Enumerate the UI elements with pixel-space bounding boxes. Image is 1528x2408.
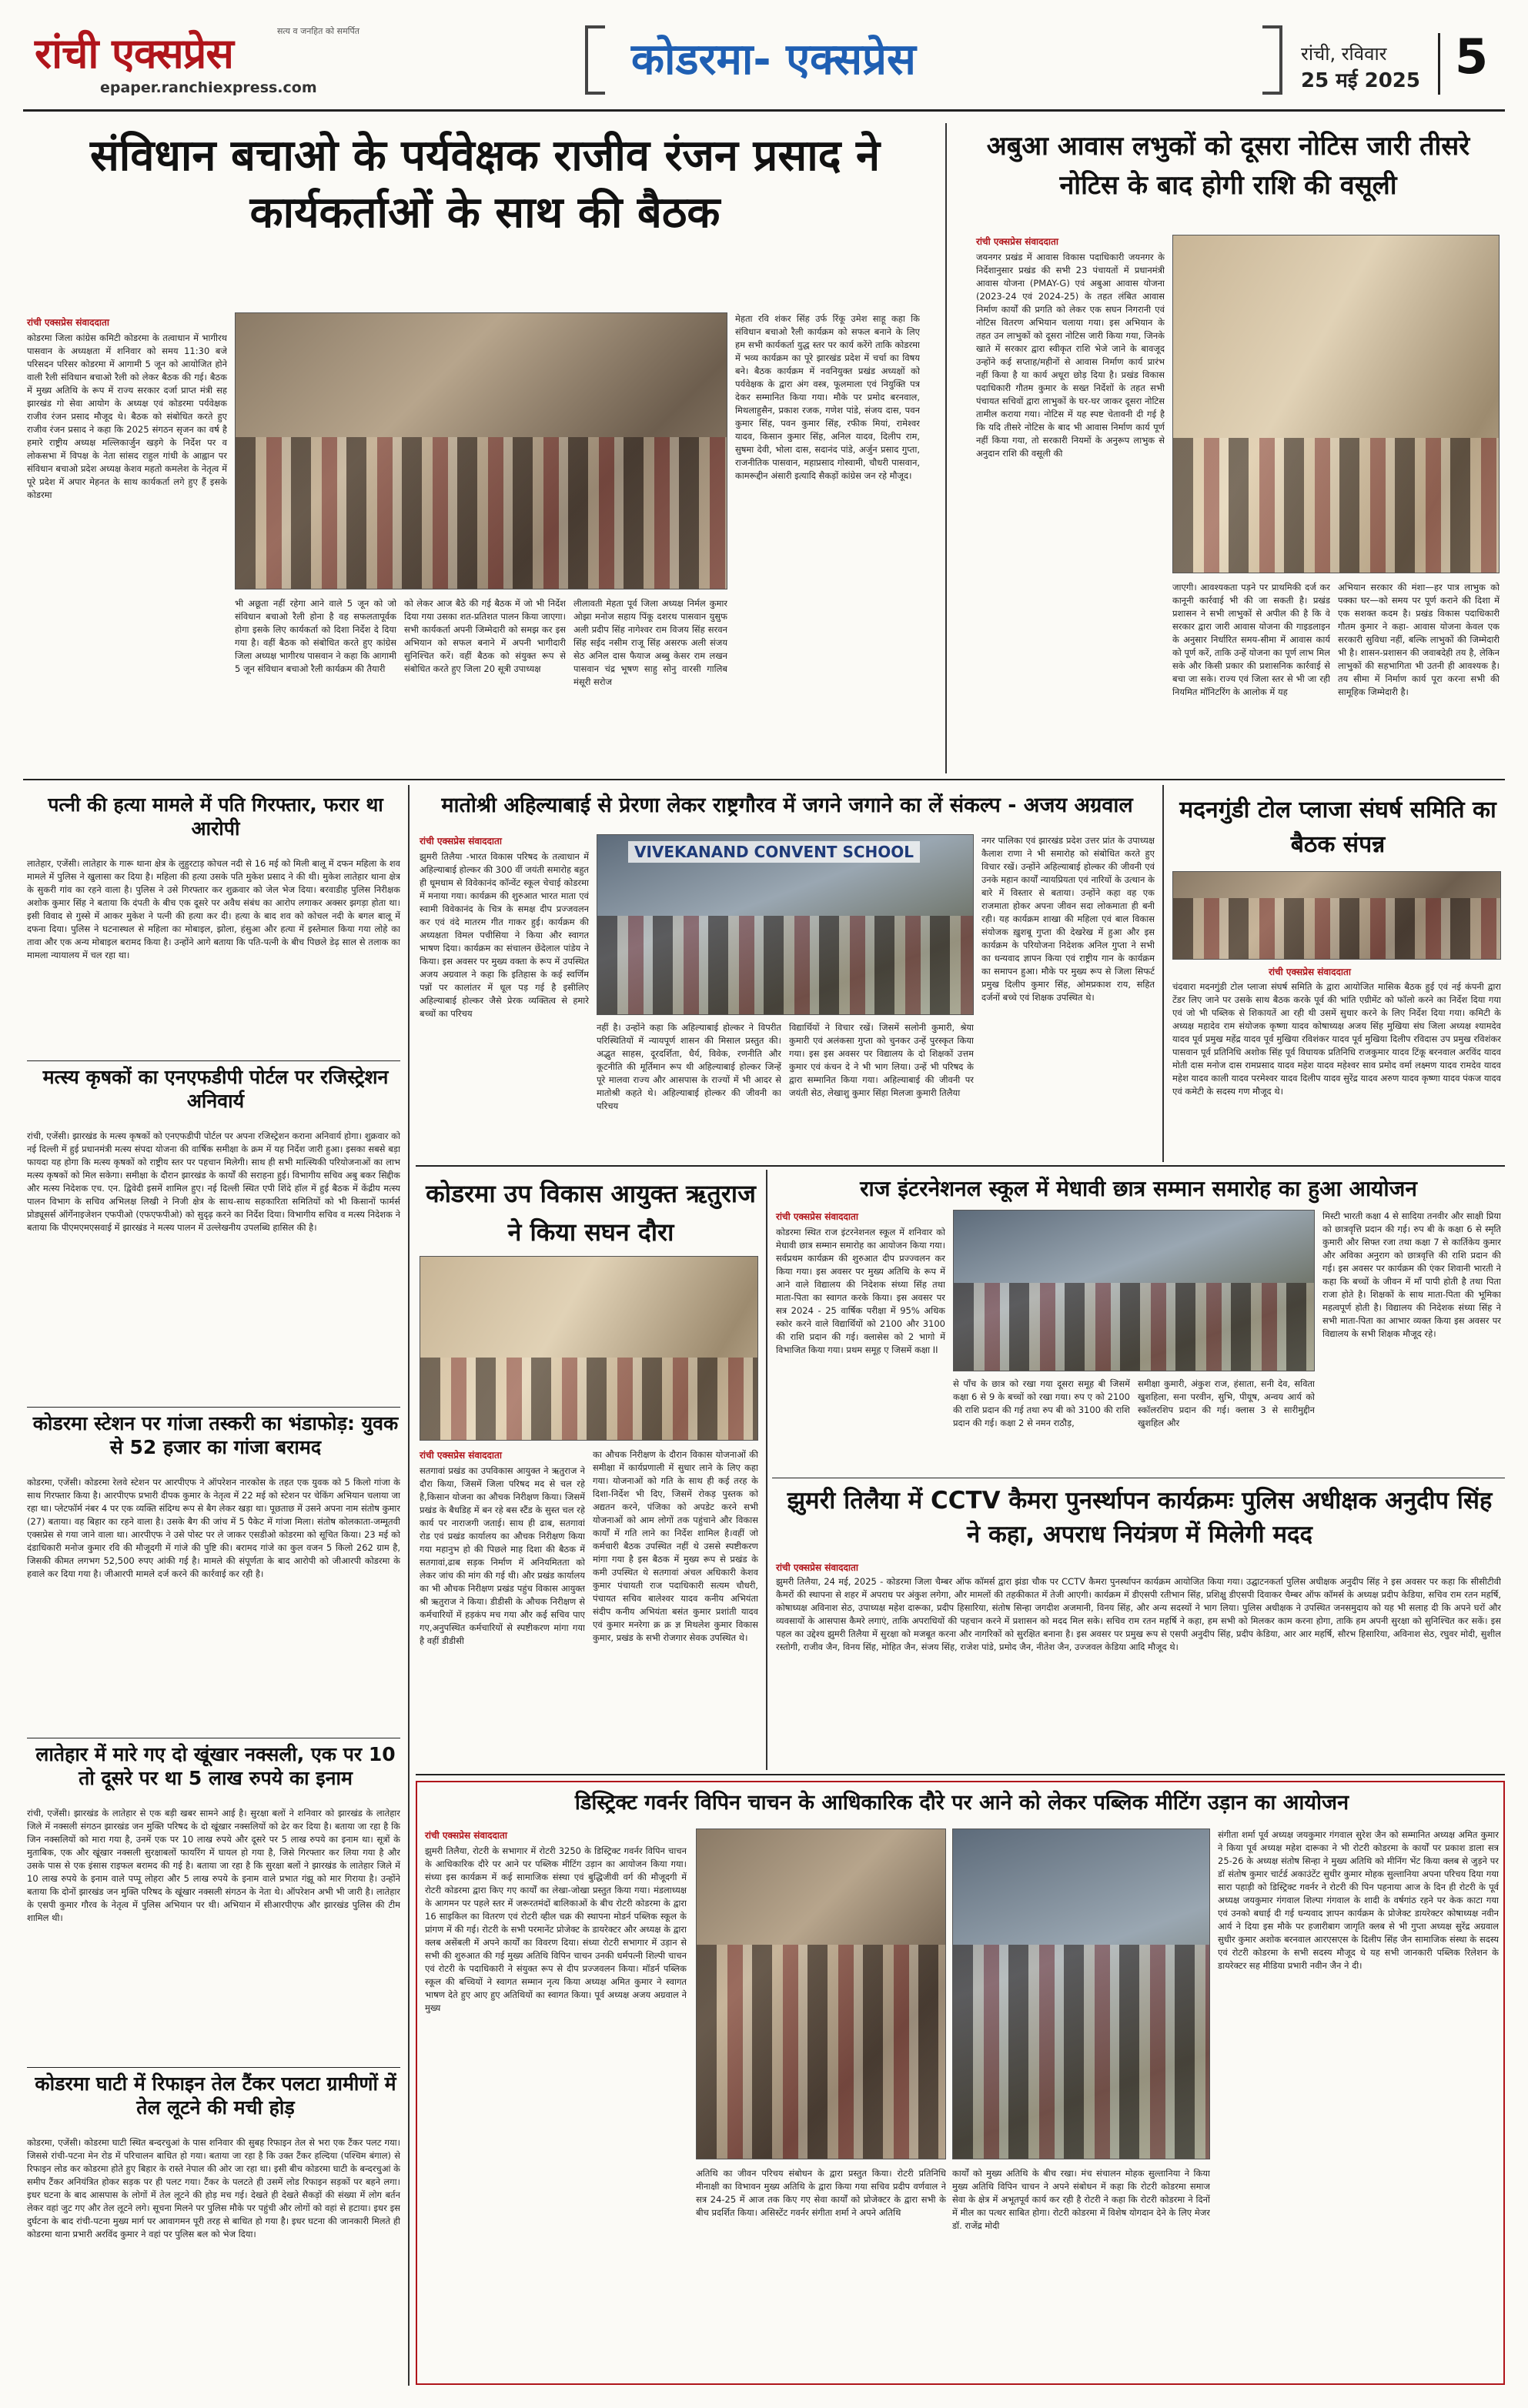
school-headline: राज इंटरनेशनल स्कूल में मेधावी छात्र सम्मान समारोह का हुआ आयोजन	[860, 1176, 1417, 1201]
toll-text: चंदवारा मदनगुंडी टोल प्लाजा संघर्ष समिति के द्वारा आयोजित मासिक बैठक हुई एवं नई कंपनी द्वारा टेंडर लिए जाने पर उसके साथ बैठक करके पूर्व की भांति एग्रीमेंट को फॉलो करने का निर्देश दिया गया एवं जो भी पब्लिक से शिकायतें आ रही थी उसमें सुधार करने के लिए निर्देश दिया गया। कमिटी के अध्यक्ष महादेव राम संयोजक कृष्णा यादव कोषाध्यक्ष अजय सिंह मुखिया संघ जिला अध्यक्ष श्यामदेव यादव पूर्व प्रमुख महेंद्र यादव पूर्व मुखिया रविशंकर यादव पूर्व मुखिया दिलीप रविदास उप प्रमुख रविशंकर पासवान पूर्व प्रतिनिधि अशोक सिंह पूर्व विधायक प्रतिनिधि राजकुमार यादव टिंकू बरनवाल अरविंद यादव मोती दास मनोज दास रामप्रसाद यादव महेश यादव महेश्वर साव प्रमोद वर्मा लक्ष्मण यादव रामदेव यादव महेश यादव काली यादव परमेश्वर यादव दिलीप यादव सुरेंद्र यादव अरुण यादव कृष्णा यादव पंकज यादव एवं कमेटी के सदस्य गण मौजूद थे।	[1172, 981, 1501, 1097]
toll-byline: रांची एक्सप्रेस संवाददाता	[1269, 967, 1351, 977]
ahilyabai-photo	[597, 834, 974, 1015]
ahilyabai-text-3: विद्यार्थियों ने विचार रखें। जिसमें सलोनी कुमारी, श्रेया कुमारी एवं अलंकसा गुप्ता को चुनकर उन्हें पुरस्कृत किया गया। इस इस अवसर पर विद्यालय के दो शिक्षकों उत्तम कुमार एवं कंचन दे ने भी भाग लिया। उन्हें भी परिषद के द्वारा सम्मानित किया गया। अहिल्याबाई की जीवनी पर जयंती सेठ, लेखाशु कुमार सिंहा मिलजा कुमारी तिलैया	[789, 1022, 974, 1099]
lead-text-2: भी अछूता नहीं रहेगा आने वाले 5 जून को जो संविधान बचाओ रैली होना है वह सफलतापूर्वक होगा इसके लिए कार्यकर्ता को दिशा निर्देश दे दिया गया है। वहीं बैठक को संबोधित करते हुए कांग्रेस जिला अध्यक्ष भागीरथ पासवान ने कहा कि आगामी 5 जून संविधान बचाओ रैली कार्यक्रम की तैयारी	[235, 598, 396, 675]
rotary-text-2: अतिथि का जीवन परिचय संबोधन के द्वारा प्रस्तुत किया। रोटरी प्रतिनिधि मीनाक्षी का विभावन मुख्य अतिथि के द्वारा किया गया सचिव प्रदीप वर्णवाल ने सत्र 24-25 में आज तक किए गए सेवा कार्यों को प्रोजेक्टर के द्वारा सभी के बीच प्रदर्शित किया। असिस्टेंट गवर्नर संगीता शर्मा ने अपने अतिथि	[696, 2168, 946, 2219]
brief-2-headline: मत्स्य कृषकों का एनएफडीपी पोर्टल पर रजिस्ट्रेशन अनिवार्य	[42, 1066, 389, 1113]
cctv-story	[772, 1482, 1505, 1770]
toll-photo-people	[1173, 898, 1500, 959]
ddc-text-1: सतगावां प्रखंड का उपविकास आयुक्त ने ऋतुराज ने दौरा किया, जिसमें जिला परिषद मद से चल रहे है,किसान योजना का औचक निरीक्षण किया। जिसमें प्रखंड के बैधडिह में बन रहे बस स्टैंड के सुस्त चल रहे कार्य पर नाराजगी जताई। साथ ही ढाब, सतगावां रोड एवं प्रखंड कार्यालय का औचक निरीक्षण किया गया महानुभ हो की पिछले माह दिशा की बैठक में सतगावां,ढाब सड़क निर्माण में अनियमितता को लेकर जांच की मांग की गई थी। और प्रखंड कार्यालय का भी औचक निरीक्षण प्रखंड पहुंच विकास आयुक्त श्री ऋतुराज ने किया। डीडीसी के औचक निरीक्षण से कर्मचारियों में हड़कंप मच गया और कई सचिव पाए गए,अनुपस्थित कर्मचारियों से स्पष्टीकरण मांगा गया है वहीं डीडीसी	[420, 1465, 585, 1647]
lead-story	[23, 122, 939, 776]
rotary-photo-2	[952, 1829, 1210, 2159]
school-text-4: मिस्टी भारती कक्षा 4 से सादिया तनवीर और साक्षी प्रिया को छात्रवृत्ति प्रदान की गई। रुप बी के कक्षा 6 से स्मृति कुमारी और सिफ्त रजा तथा कक्षा 7 से कार्तिकेय कुमार और अविका अनुराग को छात्रवृत्ति की राशि प्रदान की गई। इस अवसर पर कार्यक्रम की एंकर शिवानी भारती ने कहा कि बच्चों के जीवन में माँ पापी होती है तथा पिता राजा होते है। शिक्षकों के साथ माता-पिता की भूमिका महत्वपूर्ण होती है। विद्यालय की निदेशक संध्या सिंह ने सभी माता-पिता का आभार व्यक्त किया इस अवसर पर विद्यालय के सभी शिक्षक मौजूद रहे।	[1322, 1211, 1501, 1340]
awas-headline: अबुआ आवास लभुकों को दूसरा नोटिस जारी तीसरे नोटिस के बाद होगी राशि की वसूली	[986, 131, 1470, 201]
lead-text-4: लीलावती मेहता पूर्व जिला अध्यक्ष निर्मल कुमार ओझा मनोज सहाय पिंकू दशरथ पासवान युसुफ अली प्रदीप सिंह नागेश्वर राम विजय सिंह सरवन सिंह सईद नसीम राजू सिंह असरफ अली संजय सेठ अनिल दास फैयाज अब्बु केसर राम लखन पासवान चंद्र भूषण साहु सोनु वारसी गालिब मंसूरी सरोज	[573, 598, 727, 688]
ddc-byline: रांची एक्सप्रेस संवाददाता	[420, 1450, 502, 1461]
rule-top-section	[23, 779, 1505, 780]
rotary-text-4: संगीता शर्मा पूर्व अध्यक्ष जयकुमार गंगवाल सुरेश जैन को सम्मानित अध्यक्ष अमित कुमार ने किया पूर्व अध्यक्ष महेश दारूका ने भी रोटरी कोडरमा के कार्यों पर प्रकाश डाला सत्र 25-26 के अध्यक्ष संतोष सिन्हा ने मुख्य अतिथि को मीनिंग भेंट किया क्लब से जुड़ने पर डॉ संतोष कुमार चार्टर्ड अकाउंटेंट सुधीर कुमार मोहक सुल्तानिया अपना परिचय दिया गया सारा पहाड़ी को डिस्ट्रिक्ट गवर्नर ने रोटरी की पिन पहनाया आज के दिन ही रोटरी के पूर्व अध्यक्ष जयकुमार गंगवाल शिल्पा गंगवाल के शादी के वर्षगांठ रहने पर केक काटा गया एवं उनको बधाई दी गई धन्यवाद ज्ञापन कार्यक्रम के प्रोजेक्ट डायरेक्टर कोषाध्यक्ष नवीन आर्य ने दिया इस मौके पर हजारीबाग जागृति क्लब से भी गुप्ता अध्यक्ष सुरेंद्र अग्रवाल सुधीर कुमार अशोक बरनवाल आरएसएस के दिलीप सिंह जैन सामाजिक संस्था के सदस्य एवं रोटरी कोडरमा के सभी सदस्य मौजूद थे यह सभी जानकारी पब्लिक रिलेशन के डायरेक्टर सह मीडिया प्रभारी नवीन जैन ने दी।	[1218, 1829, 1499, 1972]
brief-3-text: कोडरमा, एजेंसी। कोडरमा रेलवे स्टेशन पर आरपीएफ ने ऑपरेशन नारकोस के तहत एक युवक को 5 किलो गांजा के साथ गिरफ्तार किया है। आरपीएफ प्रभारी दीपक कुमार के नेतृत्व में 22 मई को स्टेशन पर चेकिंग अभियान चलाया जा रहा था। प्लेटफॉर्म नंबर 4 पर एक व्यक्ति संदिग्ध रूप से बैग लेकर खड़ा था। पूछताछ में उसने अपना नाम संतोष कुमार (27) बताया। वह बिहार का रहने वाला है। उसके बैग की जांच में 5 पैकेट में गांजा मिला। संतोष कोलकाता-जम्मूतवी एक्सप्रेस से गया जाने वाला था। आरपीएफ ने उसे पोस्ट पर ले जाकर एसडीओ कोडरमा को सूचित किया। 23 मई को दंडाधिकारी मनोज कुमार रवि की मौजूदगी में गांजे की पुष्टि की। बरामद गांजे का कुल वजन 5 किलो 262 ग्राम है, जिसकी कीमत लगभग 52,500 रुपए आंकी गई है। मामले की संपूर्णता के बाद आरोपी को जीआरपी कोडरमा के हवाले कर दिया गया है। जीआरपी मामले दर्ज करने की कार्रवाई कर रही है।	[27, 1477, 400, 1580]
masthead	[23, 19, 1505, 108]
lead-text-1: कोडरमा जिला कांग्रेस कमिटी कोडरमा के तत्वाधान में भागीरथ पासवान के अध्यक्षता में शनिवार को समय 11:30 बजे परिसदन परिसर कोडरमा में आगामी 5 जून को आयोजित होने वाली रैली संविधान बचाओ रैली को लेकर बैठक की गई। बैठक में मुख्य अतिथि के रूप में राज्य सरकार दर्जा प्राप्त मंत्री सह झारखंड गो सेवा आयोग के अध्यक्ष एवं कोडरमा पर्यवेक्षक राजीव रंजन प्रसाद मौजूद थे। बैठक को संबोधित करते हुए राजीव रंजन प्रसाद ने कहा कि 2025 संगठन सृजन का वर्ष है हमारे राष्ट्रीय अध्यक्ष मल्लिकार्जुन खड़गे के निर्देश पर व लोकसभा में विपक्ष के नेता सांसद राहुल गांधी के आह्वान पर संविधान बचाओ प्रदेश अध्यक्ष केशव महतो कमलेश के नेतृत्व में पूरे प्रदेश में अपार मेहनत के साथ कार्यकर्ता लगे हुए हैं इसके कोडरमा	[27, 332, 227, 501]
ahilyabai-text-1: झुमरी तिलैया -भारत विकास परिषद के तत्वाधान में अहिल्याबाई होल्कर की 300 वीं जयंती समारोह बहुत ही धूमधाम से विवेकानंद कॉन्वेंट स्कूल चेचाई कोडरमा में मनाया गया। कार्यक्रम की शुरुआत भारत माता एवं स्वामी विवेकानंद के चित्र के समक्ष दीप प्रज्जवलन कर एवं वंदे मातरम गीत गाकर हुई। कार्यक्रम की अध्यक्षता विमल पचीसिया ने किया और स्वागत भाषण दिया। कार्यक्रम का संचालन छेंदेलाल पांडेय ने किया। इस अवसर पर मुख्य वक्ता के रूप में उपस्थित अजय अग्रवाल ने कहा कि इतिहास के कई स्वर्णिम पन्नों पर कालांतर में धूल पड़ गई है इसीलिए अहिल्याबाई होल्कर जैसे प्रेरक व्यक्तित्व से हमारे बच्चों का परिचय	[420, 851, 589, 1020]
brief-2-rule	[27, 1407, 400, 1408]
ahilyabai-story	[416, 787, 1159, 1164]
school-story	[772, 1171, 1505, 1475]
school-photo-people	[954, 1283, 1314, 1371]
rule-bottom-section	[416, 1774, 1505, 1775]
lead-photo-people	[236, 437, 727, 589]
section-bracket-right	[1262, 25, 1282, 95]
masthead-logo: रांची एक्सप्रेस	[35, 28, 233, 78]
rule-left-column	[408, 785, 410, 2386]
ddc-story	[416, 1171, 762, 1772]
rotary-photo-1-people	[697, 1945, 945, 2159]
lead-col-1	[27, 316, 227, 770]
page-number: 5	[1455, 28, 1489, 85]
school-text-2: से पाँच के छात्र को रखा गया दूसरा समूह बी जिसमें कक्षा 6 से 9 के बच्चों को रखा गया। रुप ए को 2100 की राशि प्रदान की गई तथा रुप बी को 3100 की राशि प्रदान की गई। कक्षा 2 से नमन राठौड़,	[953, 1378, 1130, 1429]
rule-ahilyabai-toll	[1162, 785, 1164, 1162]
ddc-photo	[420, 1256, 758, 1441]
brief-4-text: रांची, एजेंसी। झारखंड के लातेहार से एक बड़ी खबर सामने आई है। सुरक्षा बलों ने शनिवार को झारखंड के लातेहार जिले में नक्सली संगठन झारखंड जन मुक्ति परिषद के दो खूंखार नक्सलियों को ढेर कर दिया है। बताया जा रहा है कि जिन नक्सलियों को मारा गया है, उनमें एक पर 10 लाख रुपये और दूसरे पर 5 लाख रुपये का इनाम था। सूत्रों के मुताबिक, एक और खूंखार नक्सली सुरक्षाबलों फायरिंग में घायल हो गया है, जिसे गिरफ्तार कर लिया गया है और उसके पास से एक इंसास राइफल बरामद की गई है। बताया जा रहा है कि सुरक्षा बलों ने झारखंड के लातेहार जिले में 10 लाख रुपये के इनाम वाले पप्पू लोहरा और 5 लाख रुपये के इनाम वाले प्रभात गंझू को मार गिराया है। उन्होंने बताया कि दोनों झारखंड जन मुक्ति परिषद के खूंखार नक्सली संगठन के नेता थे। ऑपरेशन अभी भी जारी है। लातेहार के एसपी कुमार गौरव के नेतृत्व में पुलिस अभियान पर थी। अभियान में सीआरपीएफ और झारखंड पुलिस की टीम शामिल थी।	[27, 1808, 400, 1924]
ddc-col-1	[420, 1448, 585, 1768]
rotary-byline: रांची एक्सप्रेस संवाददाता	[425, 1830, 507, 1841]
awas-story	[953, 127, 1505, 777]
ahilyabai-col-1	[420, 834, 589, 1161]
rotary-photo-2-people	[953, 1945, 1209, 2159]
lead-photo	[235, 312, 727, 589]
school-photo	[953, 1210, 1315, 1371]
lead-headline: संविधान बचाओ के पर्यवेक्षक राजीव रंजन प्रसाद ने कार्यकर्ताओं के साथ की बैठक	[89, 131, 881, 238]
masthead-tagline: सत्य व जनहित को समर्पित	[277, 26, 360, 36]
awas-text-1: जयनगर प्रखंड में आवास विकास पदाधिकारी जयनगर के निर्देशानुसार प्रखंड की सभी 23 पंचायतों में प्रधानमंत्री आवास योजना (PMAY-G) एवं अबुआ आवास योजना (2023-24 एवं 2024-25) के तहत लंबित आवास निर्माण कार्यों की प्रगति को लेकर एक सघन निगरानी एवं नोटिस वितरण अभियान चलाया गया। इस अभियान के तहत उन लाभुकों को दूसरा नोटिस जारी किया गया, जिनके खाते में सरकार द्वारा स्वीकृत राशि भेजे जाने के बावजूद उन्होंने कई सप्ताह/महीनों से आवास निर्माण कार्य प्रारंभ नहीं किया है या कार्य अधूरा छोड़ दिया है। प्रखंड विकास पदाधिकारी गौतम कुमार के सख्त निर्देशों के तहत सभी पंचायत सचिवों द्वारा लाभुकों के घर-घर जाकर दूसरा नोटिस तामील कराया गया। नोटिस में यह स्पष्ट चेतावनी दी गई है कि यदि तीसरे नोटिस के बाद भी आवास निर्माण कार्य पूर्ण नहीं किया गया, तो सरकारी नियमों के अनुरूप लाभुक से अनुदान राशि की वसूली की	[976, 252, 1165, 459]
page-divider	[1438, 33, 1440, 95]
rotary-text-3: कार्यों को मुख्य अतिथि के बीच रखा। मंच संचालन मोहक सुल्तानिया ने किया मुख्य अतिथि विपिन चाचन ने अपने संबोधन में कहा कि रोटरी कोडरमा समाज सेवा के क्षेत्र में अभूतपूर्व कार्य कर रही है रोटरी ने कहा कि रोटरी कोडरमा ने दिनों में मील का पत्थर साबित होगा। रोटरी कोडरमा में विशेष योगदान देने के लिए मेजर डॉ. राजेंद्र मोदी	[952, 2168, 1210, 2232]
brief-5-text: कोडरमा, एजेंसी। कोडरमा घाटी स्थित बन्दरचुआं के पास शनिवार की सुबह रिफाइन तेल से भरा एक टैंकर पलट गया। जिससे रांची-पटना मेन रोड में परिचालन बाधित हो गया। बताया जा रहा है कि उक्त टैंकर हल्दिया (पश्चिम बंगाल) से रिफाइन लोड कर कोडरमा होते हुए बिहार के रास्ते नेपाल की ओर जा रहा था। इसी बीच कोडरमा घाटी के बन्दरचुआं के समीप टैंकर अनियंत्रित होकर सड़क पर ही पलट गया। टैंकर के पलटते ही उसमें लोड रिफाइन सड़कों पर बहने लगा। इधर घटना के बाद आसपास के लोगों में तेल लूटने की होड़ मच गई। देखते ही देखते सैकड़ों की संख्या में लोग बर्तन लेकर वहां जुट गए और तेल लूटने लगे। सूचना मिलने पर पुलिस मौके पर पहुंची और लोगों को वहां से हटाया। इधर इस दुर्घटना के बाद रांची-पटना मुख्य मार्ग पर आवागमन पूरी तरह से बाधित हो गया है। इधर घटना की जानकारी मिलते ही कोडरमा थाना प्रभारी अरविंद कुमार ने वहां पर पुलिस बल को भेज दिया।	[27, 2137, 400, 2240]
ahilyabai-headline: मातोश्री अहिल्याबाई से प्रेरणा लेकर राष्ट्रगौरव में जगने जगाने का लें संकल्प - अजय अग्रवाल	[441, 793, 1133, 817]
rotary-headline: डिस्ट्रिक्ट गवर्नर विपिन चाचन के आधिकारिक दौरे पर आने को लेकर पब्लिक मीटिंग उड़ान का आयोजन	[574, 1791, 1349, 1815]
rule-ddc-school	[766, 1170, 767, 1770]
awas-text-3: अभियान सरकार की मंशा—हर पात्र लाभुक को पक्का घर—को समय पर पूर्ण कराने की दिशा में एक सशक्त कदम है। प्रखंड विकास पदाधिकारी गौतम कुमार ने कहा- आवास योजना केवल एक सरकारी सुविधा नहीं, बल्कि लाभुकों की जिम्मेदारी भी है। शासन-प्रशासन की जवाबदेही तय है, लेकिन लाभुकों की सहभागिता भी उतनी ही आवश्यक है। तय सीमा में निर्माण कार्य पूरा करना सभी की सामूहिक जिम्मेदारी है।	[1338, 582, 1500, 698]
ddc-photo-people	[420, 1358, 757, 1440]
lead-text-5-column: मेहता रवि शंकर सिंह उर्फ रिंकू उमेश साहू कहा कि संविधान बचाओ रैली कार्यक्रम को सफल बनाने के लिए हम सभी कार्यकर्ता युद्ध स्तर पर कार्य करेंगे ताकि कोडरमा में भव्य कार्यक्रम का पूरे झारखंड प्रदेश में चर्चा का विषय बने। बैठक कार्यक्रम में नवनियुक्त प्रखंड अध्यक्षों को पर्यवेक्षक के द्वारा अंग वस्त्र, फूलमाला एवं नियुक्ति पत्र देकर सम्मानित किया गया। मौके पर प्रमोद बरनवाल, मिथलाहुसैन, प्रकाश रजक, गणेश पांडे, संजय दास, पवन कुमार सिंह, पवन कुमार सिंह, रफीक मियां, रामेश्वर यादव, किसान कुमार सिंह, अनिल यादव, दिलीप राम, सुषमा देवी, भोला दास, सदानंद पांडे, अर्जुन प्रसाद गुप्ता, राजनीतिक पासवान, महाप्रसाद गोस्वामी, चौधरी पासवान, कामरूद्दीन अंसारी इत्यादि सैकड़ों कांग्रेस जन रहे मौजूद।	[735, 313, 920, 482]
lead-text-3: को लेकर आज बैठे की गई बैठक में जो भी निर्देश दिया गया उसका शत-प्रतिशत पालन किया जाएगा। सभी कार्यकर्ता अपनी जिम्मेदारी को समझ कर इस अभियान को सफल बनाने में अपनी भागीदारी सुनिश्चित करें। वहीं बैठक को संयुक्त रूप से संबोधित करते हुए जिला 20 सूत्री उपाध्यक्ष	[404, 598, 566, 675]
cctv-headline: झुमरी तिलैया में CCTV कैमरा पुनर्स्थापन कार्यक्रमः पुलिस अधीक्षक अनुदीप सिंह ने कहा, अपराध नियंत्रण में मिलेगी मदद	[787, 1487, 1493, 1549]
awas-photo-scene	[1173, 438, 1499, 573]
ahilyabai-byline: रांची एक्सप्रेस संवाददाता	[420, 836, 502, 847]
section-bracket-left	[585, 25, 605, 95]
brief-4-rule	[27, 2067, 400, 2068]
school-byline: रांची एक्सप्रेस संवाददाता	[776, 1211, 858, 1222]
ahilyabai-photo-sign: VIVEKANAND CONVENT SCHOOL	[628, 841, 920, 863]
brief-2-text: रांची, एजेंसी। झारखंड के मत्स्य कृषकों को एनएफडीपी पोर्टल पर अपना रजिस्ट्रेशन कराना अनिवार्य होगा। शुक्रवार को नई दिल्ली में हुई प्रधानमंत्री मत्स्य संपदा योजना की वार्षिक समीक्षा के क्रम में यह निर्देश जारी हुआ। इसका सबसे बड़ा फायदा यह होगा कि मत्स्य कृषकों को राष्ट्रीय स्तर पर पहचान मिलेगी। साथ ही सभी मात्स्यिकी परियोजनाओं का लाभ मत्स्य कृषकों को मिल सकेगा। समीक्षा के दौरान झारखंड के कार्यों की सराहना हुई। विभागीय सचिव अबु बकर सिद्दीक और मत्स्य निदेशक एच. एन. द्विवेदी इसमें शामिल हुए। नई दिल्ली स्थित एपी शिंदे हॉल में हुई बैठक में केंद्रीय मत्स्य पालन विभाग के सचिव अभिलक्ष लिखी ने निजी क्षेत्र के साथ-साथ सहकारिता समितियों को भी किसानों फार्मर्स प्रोड्यूसर्स ऑर्गेनाइजेशन एफपीओ (एफएफपीओ) को सुदृढ़ करने का निर्देश दिया। विभागीय सचिव व मत्स्य निदेशक ने बताया कि पीएमएमएसवाई में झारखंड ने मत्स्य पालन में उल्लेखनीय उपलब्धि हासिल की है।	[27, 1131, 400, 1234]
rule-lead-awas	[945, 123, 947, 773]
ddc-headline: कोडरमा उप विकास आयुक्त ऋतुराज ने किया सघन दौरा	[426, 1179, 756, 1247]
brief-1-text: लातेहार, एजेंसी। लातेहार के गारू थाना क्षेत्र के लुहुरटाड़ कोचल नदी से 16 मई को मिली बालू में दफन महिला के शव मामले में पुलिस ने खुलासा कर दिया है। महिला की हत्या उसके पति मुकेश प्रसाद ने की थी। मुकेश लातेहार थाना क्षेत्र के सुकरी गांव का रहने वाला है। पुलिस ने उसे गिरफ्तार कर शुक्रवार को जेल भेज दिया। बरवाडीह पुलिस निरीक्षक अशोक कुमार सिंह ने बताया कि दंपती के बीच एक दूसरे पर अवैध संबंध का आरोप लगाकर अक्सर झगड़ा होता था। इसी विवाद से गुस्से में आकर मुकेश ने पत्नी की हत्या कर दी। हत्या के बाद शव को कोचल नदी के बगल बालू में दफना दिया। पुलिस ने घटनास्थल से महिला का मोबाइल, झोला, हंसुआ और हत्या में इस्तेमाल किया गया लोहे का तावा और एक अन्य मोबाइल बरामद किया है। उन्होंने आगे बताया कि पति-पत्नी के बीच पिछले डेढ़ साल से तलाक का मामला न्यायालय में चल रहा था।	[27, 858, 400, 961]
issue-date: 25 मई 2025	[1301, 69, 1420, 92]
ahilyabai-photo-people	[597, 916, 973, 1014]
ahilyabai-text-4: नगर पालिका एवं झारखंड प्रदेश उत्तर प्रांत के उपाध्यक्ष कैलाश राणा ने भी समारोह को संबोधित करते हुए विचार रखें। उन्होंने अहिल्याबाई होल्कर की जीवनी एवं उनके महान कार्यों न्यायप्रियता एवं नारियों के उत्थान के बारे में विस्तार से बताया। उन्होंने कहा वह एक राजमाता होकर अपना जीवन सदा लोकमाता ही बनी रही। यह कार्यक्रम शाखा की महिला एवं बाल विकास संयोजक ख़ुशबू गुप्ता की देखरेख में हुआ और इस कार्यक्रम के परियोजना निदेशक अनिल गुप्ता ने सभी का धन्यवाद ज्ञापन किया एवं राष्ट्रीय गान के कार्यक्रम का समापन हुआ। मौके पर मुख्य रूप से जिला सिफर्ट प्रमुख दिलीप कुमार सिंह, ओमप्रकाश राय, सहित दर्जनों बच्चे एवं शिक्षक उपस्थित थे।	[981, 835, 1155, 1004]
brief-5-headline: कोडरमा घाटी में रिफाइन तेल टैंकर पलटा ग्रामीणों में तेल लूटने की मची होड़	[35, 2072, 396, 2119]
lead-byline: रांची एक्सप्रेस संवाददाता	[27, 317, 109, 328]
masthead-rule	[23, 109, 1505, 112]
school-col-1	[776, 1210, 945, 1471]
cctv-text-wrap	[776, 1559, 1501, 1767]
ddc-text-2: का औचक निरीक्षण के दौरान विकास योजनाओं की समीक्षा में कार्यप्रणाली में सुधार लाने के लिए कहा गया। योजनाओं को गति के साथ ही कई तरह के दिशा-निर्देश भी दिए, जिसमें रोकड़ पुस्तक को अद्यतन करने, पंजिका को अपडेट करने सभी योजनाओं को आम लोगों तक पहुंचाने और विकास कार्यों में गति लाने का निर्देश शामिल है।वहीं जो कर्मचारी बैठक उपस्थित नहीं थे उससे स्पष्टीकरण मांगा गया है इस बैठक में मुख्य रूप से प्रखंड के कमी उपस्थित थे सतगावां अंचल अधिकारी केशव कुमार पंचायती राज पदाधिकारी सत्यम चौधरी, पंचायत सचिव बालेश्वर यादव कनीय अभियंता संदीप कनीय अभियंता बसंत कुमार प्रशांती यादव एवं कुमार मनरेगा क्र क्र ज्ञ मिथलेश कुमार विकास कुमार, प्रखंड के सभी रोजगार सेवक उपस्थित थे।	[593, 1449, 758, 1644]
ahilyabai-text-2: नहीं है। उन्होंने कहा कि अहिल्याबाई होल्कर ने विपरीत परिस्थितियों में न्यायपूर्ण शासन की मिसाल प्रस्तुत की। अद्भुत साहस, दूरदर्शिता, धैर्य, विवेक, रणनीति और कूटनीति की मूर्तिमान रूप थी अहिल्याबाई होल्कर जिन्हें पूरे मालवा राज्य और आसपास के राज्यों में भी आदर से मातोश्री कहते थे। अहिल्याबाई होल्कर की जीवनी का परिचय	[597, 1022, 781, 1112]
cctv-text: झुमरी तिलैया, 24 मई, 2025 - कोडरमा जिला चैम्बर ऑफ कॉमर्स द्वारा झंडा चौक पर CCTV कैमरा पुनर्स्थापन कार्यक्रम आयोजित किया गया। उद्घाटनकर्ता पुलिस अधीक्षक अनुदीप सिंह ने इस अवसर पर कहा कि सीसीटीवी कैमरों की स्थापना से शहर में अपराध पर अंकुश लगेगा, और मामलों की तहकीकात में तेजी आएगी। कार्यक्रम में डीएसपी रतीभान सिंह, प्रशिक्षु डीएसपी दिवाकर चैम्बर ऑफ कॉमर्स के अध्यक्ष प्रदीप केडिया, सचिव राम रतन महर्षि, कोषाध्यक्ष अविनाश सेठ, उपाध्यक्ष महेश दारूका, प्रदीप हिसारिया, संतोष सिन्हा जगदीश अजमानी, विनय सिंह, और अन्य सदस्यों ने भाग लिया। पुलिस अधीक्षक ने उपस्थित जनसमुदाय को यह भी सलाह दी कि अपने घरों और व्यवसायों के आसपास कैमरे लगाएं, ताकि अपराधियों की पहचान करने में प्रशासन को मदद मिल सके। सचिव राम रतन महर्षि ने कहा, हम सभी को मिलकर काम करना होगा, ताकि हम अपनी सुरक्षा को सुनिश्चित कर सकें। इस पहल का उद्देश्य झुमरी तिलैया में सुरक्षा को मजबूत करना और नागरिकों को सुरक्षित बनाना है। इस अवसर पर प्रमुख रूप से एसपी अनुदीप सिंह, प्रदीप केडिया, आर आर महर्षि, सौरभ हिसारिया, अविनाश सेठ, रघुवर मोदी, सुशील रस्तोगी, राजीव जैन, विनय सिंह, मोहित जैन, संजय सिंह, राजेश पांडे, प्रमोद जैन, नीतेश जैन, उज्जवल केडिया आदि मौजूद थे।	[776, 1576, 1501, 1653]
masthead-website[interactable]: epaper.ranchiexpress.com	[100, 79, 317, 96]
rotary-col-1	[425, 1829, 687, 2381]
toll-photo	[1172, 871, 1501, 960]
school-text-3: समीक्षा कुमारी, अंकुश राज, हंसाता, सनी देव, सविता खुशहिला, सना परवीन, सुभि, पीयूष, अन्वय आर्य को स्कॉलरशिप प्रदान की गई। क्लास 3 से सारीमुद्दीन खुशहिल और	[1138, 1378, 1315, 1429]
awas-col-1	[976, 235, 1165, 773]
awas-byline: रांची एक्सप्रेस संवाददाता	[976, 236, 1058, 247]
awas-photo	[1172, 235, 1500, 573]
school-text-1: कोडरमा स्थित राज इंटरनेशनल स्कूल में शनिवार को मेधावी छात्र सम्मान समारोह का आयोजन किया गया। सर्वप्रथम कार्यक्रम की शुरुआत दीप प्रज्ज्वलन कर किया गया। इस अवसर पर मुख्य अतिथि के रूप में आने वाले विद्यालय की निदेशक संध्या सिंह तथा माता-पिता का स्वागत करके किया। इस अवसर पर सत्र 2024 - 25 वार्षिक परीक्षा में 95% अधिक स्कोर करने वाले विद्यार्थियों को 2100 और 3100 की राशि प्रदान की गई। क्लासेस को 2 भागो में विभाजित किया गया। प्रथम समूह ए जिसमें कक्षा II	[776, 1227, 945, 1356]
rotary-story	[416, 1781, 1505, 2385]
brief-1-headline: पत्नी की हत्या मामले में पति गिरफ्तार, फरार था आरोपी	[48, 793, 383, 840]
brief-4-headline: लातेहार में मारे गए दो खूंखार नक्सली, एक पर 10 तो दूसरे पर था 5 लाख रुपये का इनाम	[35, 1743, 396, 1790]
rotary-text-1: झुमरी तिलैया, रोटरी के सभागार में रोटरी 3250 के डिस्ट्रिक्ट गवर्नर विपिन चाचन के आधिकारिक दौरे पर आने पर पब्लिक मीटिंग उड़ान का आयोजन किया गया। संध्या इस कार्यक्रम में कई सामाजिक संस्था एवं बुद्धिजीवी वर्ग की मौजूदगी में रोटरी कोडरमा द्वारा किए गए कार्यों का लेखा-जोखा प्रस्तुत किया गया। मंडलाध्यक्ष के आगमन पर पहले स्तर में जरूरतमंदों बालिकाओं के बीच रोटरी कोडरमा के द्वारा 16 साइकिल का वितरण एवं रोटरी व्हील चक्र की स्थापना मोडर्न पब्लिक स्कूल के प्रांगण में की गई। रोटरी के सभी परमानेंट प्रोजेक्ट के डायरेक्टर और अध्यक्ष के द्वारा क्लब असेंबली में अपने कार्यों का विवरण दिया। संध्या रोटरी सभागार में उड़ान से सभी की शुरुआत की गई मुख्य अतिथि विपिन चाचन उनकी धर्मपत्नी शिल्पी चाचन एवं रोटरी के पदाधिकारी ने संयुक्त रूप से दीप प्रज्जवलन किया। मॉडर्न पब्लिक स्कूल की बच्चियों ने स्वागत सम्मान नृत्य किया अध्यक्ष अमित कुमार ने स्वागत भाषण देते हुए आए हुए अतिथियों का स्वागत किया। पूर्व अध्यक्ष अजय अग्रवाल ने मुख्य	[425, 1845, 687, 2014]
brief-3-headline: कोडरमा स्टेशन पर गांजा तस्करी का भंडाफोड़: युवक से 52 हजार का गांजा बरामद	[32, 1412, 399, 1459]
brief-1-rule	[27, 1060, 400, 1061]
toll-story	[1169, 787, 1505, 1164]
rule-mid-1	[416, 1165, 1505, 1167]
left-column	[23, 787, 404, 2387]
place-day: रांची, रविवार	[1301, 43, 1387, 65]
awas-text-2: जाएगी। आवश्यकता पड़ने पर प्राथमिकी दर्ज कर कानूनी कार्रवाई भी की जा सकती है। प्रखंड प्रशासन ने सभी लाभुकों से अपील की है कि वे सरकार द्वारा जारी आवास योजना की गाइडलाइन के अनुसार निर्धारित समय-सीमा में आवास कार्य को पूर्ण करें, ताकि उन्हें योजना का पूर्ण लाभ मिल सके और किसी प्रकार की प्रशासनिक कार्रवाई से बचा जा सके। राज्य एवं जिला स्तर से भी जा रही नियमित मॉनिटरिंग के आलोक में यह	[1172, 582, 1330, 698]
section-title: कोडरमा- एक्सप्रेस	[631, 35, 916, 85]
toll-headline: मदनगुंडी टोल प्लाजा संघर्ष समिति का बैठक संपन्न	[1179, 797, 1496, 858]
rotary-photo-1	[696, 1829, 946, 2159]
cctv-byline: रांची एक्सप्रेस संवाददाता	[776, 1562, 858, 1573]
